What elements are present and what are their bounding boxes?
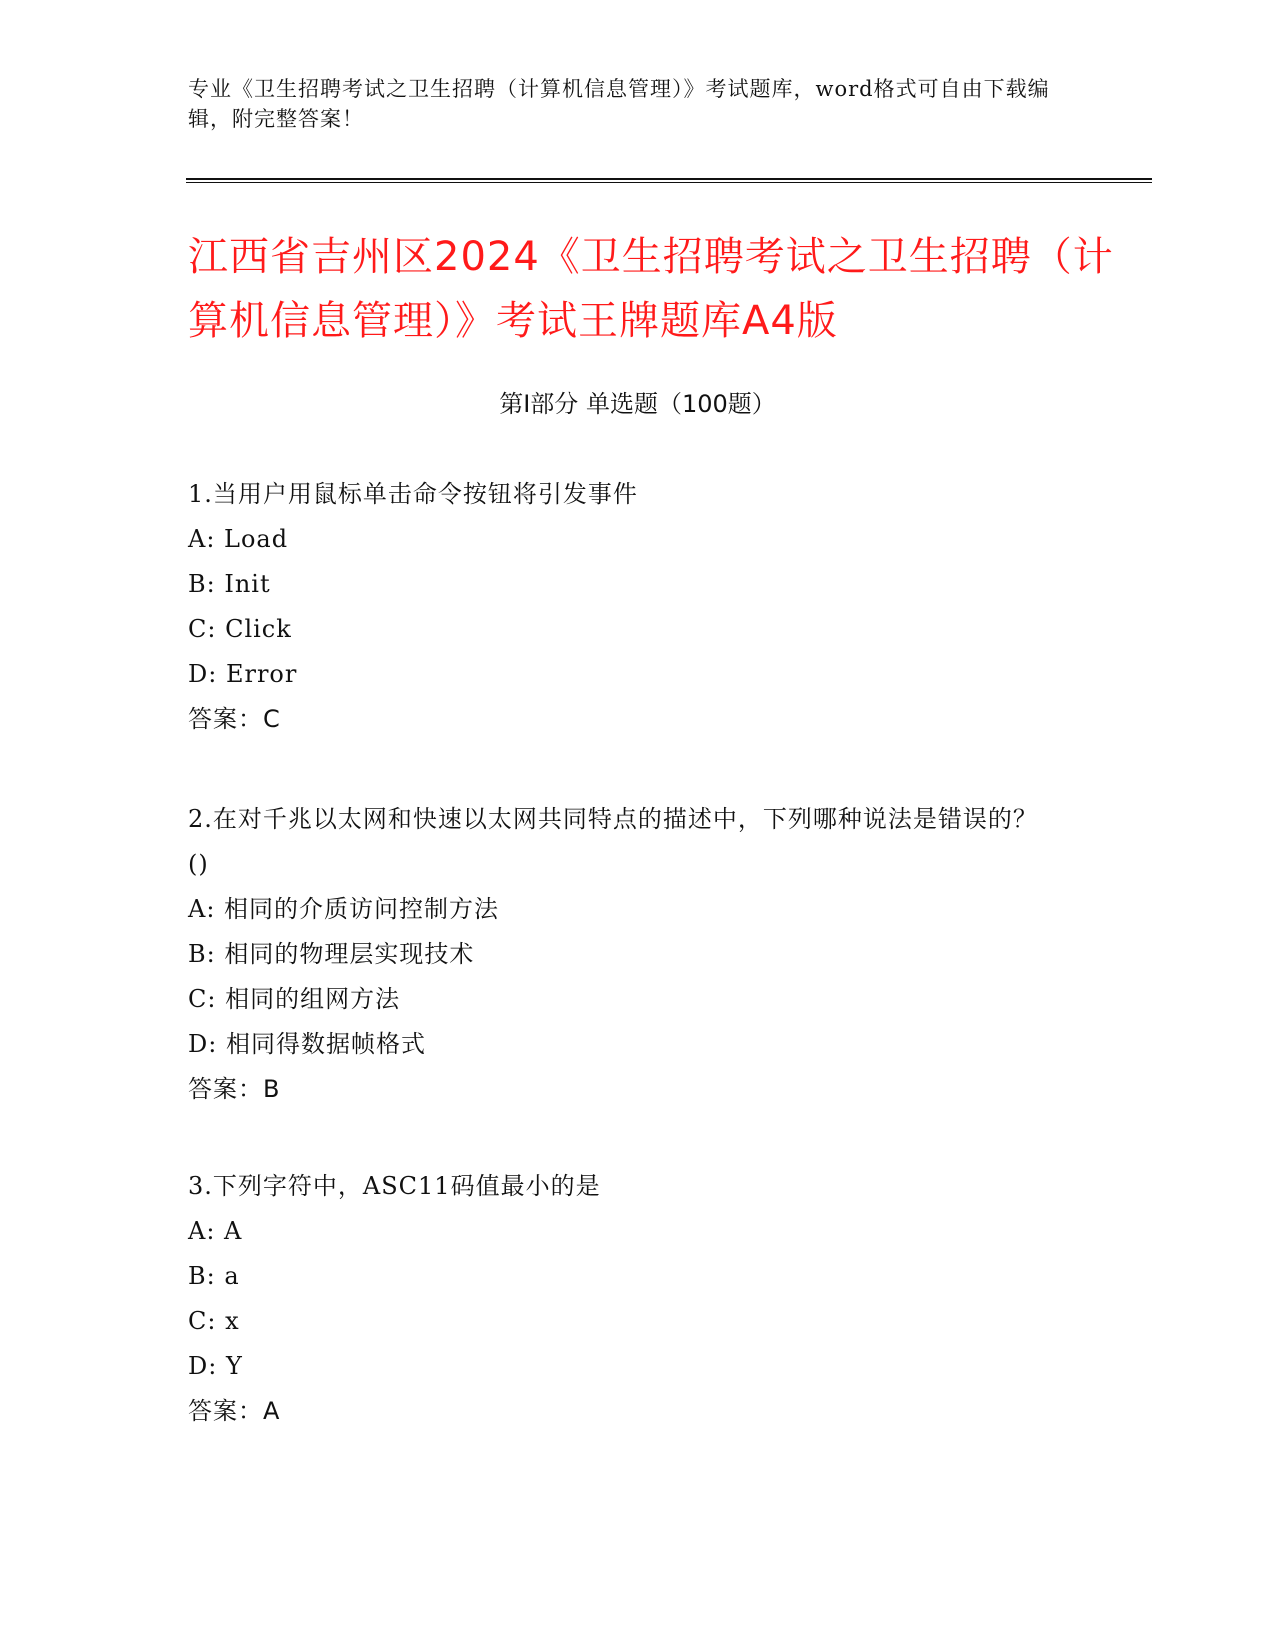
header-divider-thin [186, 182, 1152, 183]
option-b: B: a [188, 1262, 240, 1290]
option-b: B: Init [188, 570, 271, 598]
question-stem: 1.当用户用鼠标单击命令按钮将引发事件 [188, 480, 638, 508]
question-3 [188, 1164, 1088, 1434]
header-divider-thick [186, 178, 1152, 180]
question-2 [188, 797, 1088, 1112]
question-stem: 3.下列字符中，ASC11码值最小的是 [188, 1172, 601, 1200]
option-c: C: Click [188, 615, 292, 643]
option-a: A: Load [188, 525, 289, 553]
option-c: C: x [188, 1307, 240, 1335]
question-1 [188, 472, 1088, 742]
option-d: D: 相同得数据帧格式 [188, 1030, 426, 1058]
option-c: C: 相同的组网方法 [188, 985, 401, 1013]
answer-line: 答案：B [188, 1075, 281, 1103]
question-stem: 2.在对千兆以太网和快速以太网共同特点的描述中，下列哪种说法是错误的？() [188, 805, 1038, 878]
option-d: D: Y [188, 1352, 243, 1380]
option-a: A: 相同的介质访问控制方法 [188, 895, 500, 923]
intro-text: 专业《卫生招聘考试之卫生招聘（计算机信息管理）》考试题库，word格式可自由下载编辑，附完整答案！ [188, 77, 1050, 131]
document-title: 江西省吉州区2024《卫生招聘考试之卫生招聘（计算机信息管理）》考试王牌题库A4版 [188, 234, 1114, 344]
answer-line: 答案：C [188, 705, 281, 733]
option-a: A: A [188, 1217, 243, 1245]
answer-line: 答案：A [188, 1397, 281, 1425]
option-d: D: Error [188, 660, 298, 688]
option-b: B: 相同的物理层实现技术 [188, 940, 475, 968]
section-heading: 第I部分 单选题（100题） [499, 390, 776, 418]
